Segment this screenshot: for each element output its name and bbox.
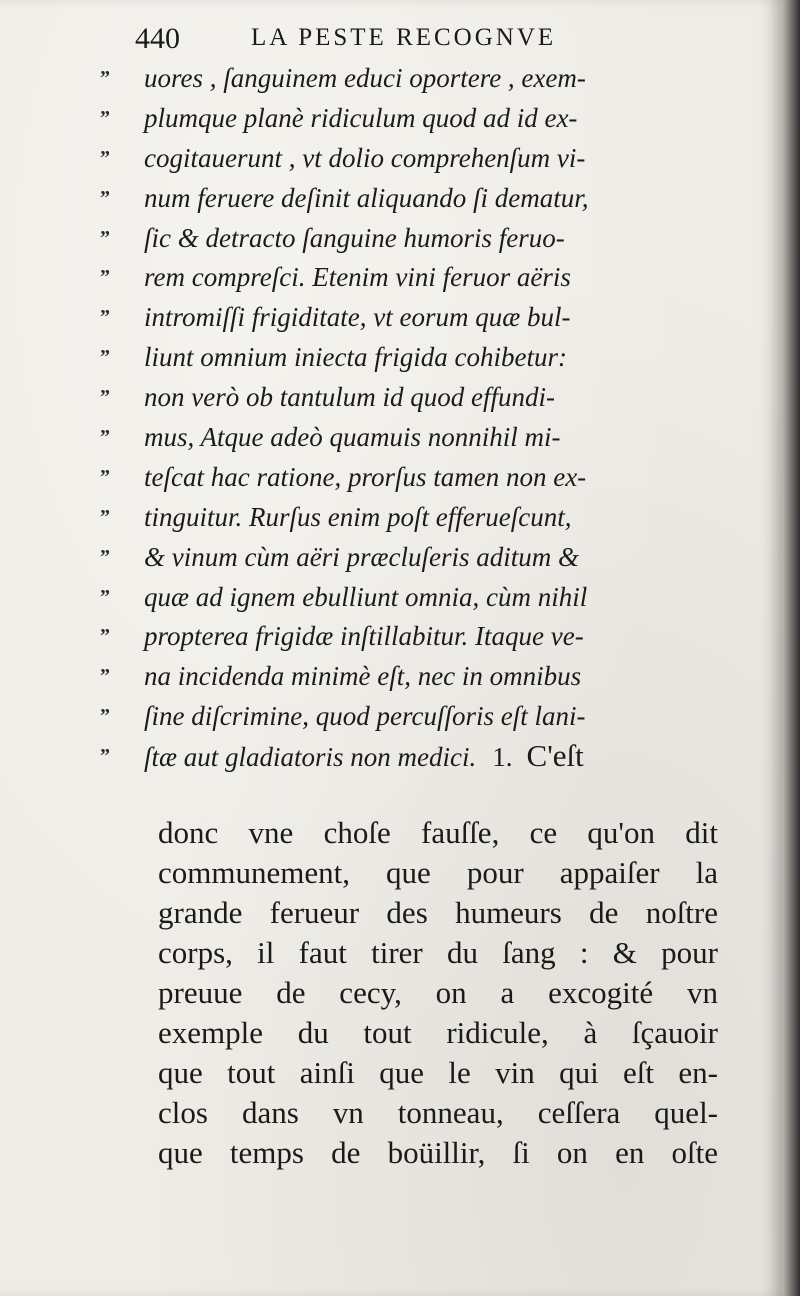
quote-mark: ” <box>100 226 110 249</box>
latin-line-text: non verò ob tantulum id quod effundi- <box>144 382 555 413</box>
latin-line <box>100 537 720 577</box>
quote-mark: ” <box>100 186 110 209</box>
latin-line-text: na incidenda minimè eſt, nec in omnibus <box>144 661 582 692</box>
latin-line <box>100 656 720 696</box>
quote-mark: ” <box>100 505 110 528</box>
latin-line-text: plumque planè ridiculum quod ad id ex- <box>144 102 578 133</box>
latin-line-text: mus, Atque adeò quamuis nonnihil mi- <box>144 422 561 453</box>
french-line: grande ferueur des humeurs de noſtre <box>158 895 718 930</box>
latin-line <box>100 377 720 417</box>
quote-mark: ” <box>100 386 110 409</box>
quote-mark: ” <box>100 665 110 688</box>
latin-line-text: propterea frigidæ inſtillabitur. Itaque ve- <box>144 621 584 652</box>
page-edge-shadow <box>782 0 800 1296</box>
quote-mark: ” <box>100 705 110 728</box>
quote-mark: ” <box>100 67 110 89</box>
latin-line <box>100 178 720 218</box>
quote-mark: ” <box>100 346 110 369</box>
latin-line-text: quæ ad ignem ebulliunt omnia, cùm nihil <box>144 581 588 612</box>
french-line: clos dans vn tonneau, ceſſera quel- <box>158 1095 718 1130</box>
latin-line <box>100 58 720 98</box>
latin-line-text: intromiſſi frigiditate, vt eorum quæ bul- <box>144 302 571 333</box>
latin-line <box>100 218 720 258</box>
latin-line-text: uores , ſanguinem educi oportere , exem- <box>144 63 586 93</box>
latin-line-text: rem compreſci. Etenim vini feruor aëris <box>144 262 571 293</box>
french-line: preuue de cecy, on a excogité vn <box>158 975 718 1010</box>
latin-line-text: tinguitur. Rurſus enim poſt efferueſcunt, <box>144 501 572 532</box>
latin-line <box>100 616 720 656</box>
latin-line-text: cogitauerunt , vt dolio comprehenſum vi- <box>144 142 586 173</box>
french-line: corps, il faut tirer du ſang : & pour <box>158 935 718 970</box>
latin-line <box>100 696 720 736</box>
quote-mark: ” <box>100 146 110 169</box>
quote-mark: ” <box>100 465 110 488</box>
quote-mark: ” <box>100 266 110 289</box>
latin-line <box>100 138 720 178</box>
latin-line <box>100 577 720 617</box>
french-line: que tout ainſi que le vin qui eſt en- <box>158 1055 718 1090</box>
latin-line <box>100 297 720 337</box>
quote-mark: ” <box>100 426 110 449</box>
page-number: 440 <box>135 22 180 55</box>
latin-line-text: ſine diſcrimine, quod percuſſoris eſt lani- <box>144 701 586 732</box>
latin-line-text: ſtæ aut gladiatoris non medici. <box>144 742 477 773</box>
latin-line-text: liunt omnium iniecta frigida cohibetur: <box>144 342 567 373</box>
latin-quotation <box>100 58 720 776</box>
latin-line <box>100 98 720 138</box>
quote-mark: ” <box>100 306 110 329</box>
note-number: 1. <box>492 742 513 773</box>
french-line: communement, que pour appaiſer la <box>158 855 718 890</box>
quote-mark: ” <box>100 106 110 129</box>
latin-line-text: num feruere deſinit aliquando ſi dematur, <box>144 182 589 213</box>
page-header <box>135 22 695 58</box>
running-head: LA PESTE RECOGNVE <box>251 24 557 51</box>
french-line: que temps de boüillir, ſi on en oſte <box>158 1135 718 1170</box>
french-line: exemple du tout ridicule, à ſçauoir <box>158 1015 718 1050</box>
latin-line <box>100 257 720 297</box>
quote-mark: ” <box>100 745 110 768</box>
french-translation <box>158 812 718 1172</box>
latin-line <box>100 497 720 537</box>
french-start: C'eſt <box>526 738 584 774</box>
french-line: donc vne choſe fauſſe, ce qu'on dit <box>158 815 718 850</box>
latin-line <box>100 457 720 497</box>
quote-mark: ” <box>100 545 110 568</box>
quote-mark: ” <box>100 625 110 648</box>
latin-line <box>100 417 720 457</box>
quote-mark: ” <box>100 585 110 608</box>
latin-line-text: & vinum cùm aëri præcluſeris aditum & <box>144 541 579 572</box>
latin-line <box>100 337 720 377</box>
latin-line-text: teſcat hac ratione, prorſus tamen non ex- <box>144 461 587 492</box>
latin-line-last <box>100 736 720 776</box>
latin-line-text: ſic & detracto ſanguine humoris feruo- <box>144 222 565 253</box>
